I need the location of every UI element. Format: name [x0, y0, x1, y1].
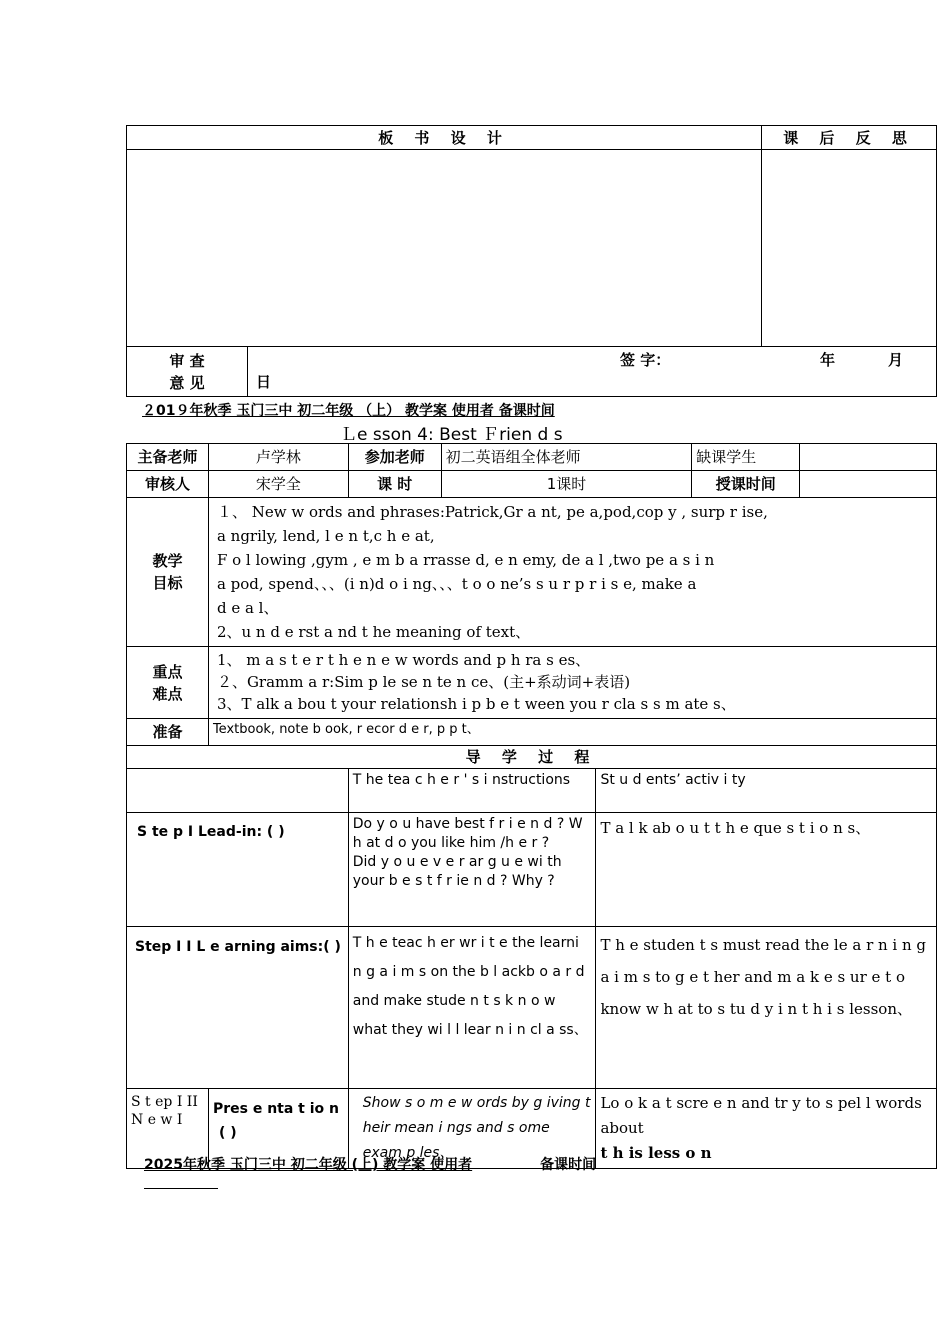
absent-label: 缺课学生: [692, 444, 800, 471]
period: 1课时: [441, 471, 692, 498]
opinion-label: 意 见: [169, 374, 205, 392]
reviewer-label: 审核人: [127, 471, 209, 498]
month-label: 月: [888, 351, 904, 369]
board-design-area: [127, 150, 762, 347]
step-teacher: Show s o m e w ords by g iving t heir mean i ngs and s ome exam p les、: [348, 1089, 596, 1169]
footer-underline: [144, 1188, 218, 1189]
prep-label: 准备: [127, 719, 209, 746]
teach-time-label: 授课时间: [692, 471, 800, 498]
keypoints-label: 重点难点: [127, 647, 209, 719]
step-sub: ( ): [218, 1125, 237, 1141]
year-label: 年: [820, 351, 836, 369]
step-student: t h is less o n: [600, 1144, 712, 1162]
goals-label: 教学目标: [127, 498, 209, 647]
footer-text: 2025年秋季 玉门三中 初二年级 (上) 教学案 使用者: [144, 1157, 473, 1173]
goal-line: １、 New w ords and phrases:Patrick,Gr a nt, pe a,pod,cop y , surp r ise,: [216, 503, 768, 521]
teach-time-value: [800, 471, 937, 498]
main-teacher: 卢学林: [208, 444, 348, 471]
step-teacher: T h e teac h er wr i t e the learni n g a i m s on the b l ackb o a r d and make stude n t s k n o w what they wi l l lear n i n cl a ss、: [348, 927, 596, 1089]
goal-line: F o l lowing ,gym , e m b a rrasse d, e n emy, de a l ,two pe a s i n: [216, 551, 715, 569]
step-name: Step I I L e arning aims:( ): [127, 927, 349, 1089]
goal-line: 2、u n d e rst a nd t he meaning of text、: [216, 623, 531, 641]
step-sub: Pres e nta t io n: [212, 1101, 339, 1117]
step-student: Lo o k a t scre e n and tr y to s pel l words about: [600, 1094, 922, 1137]
reflection-header: [762, 126, 937, 150]
header-line: ２01９年秋季 玉门三中 初二年级 （上） 教学案 使用者 备课时间: [142, 403, 555, 419]
sign-label: 签 字：: [620, 351, 671, 369]
main-teacher-label: 主备老师: [127, 444, 209, 471]
reflection-label: 课 后 反 思: [783, 128, 915, 147]
step-teacher-line: Do y o u have best f r i e n d ? W h at d o you like him /h e r ?: [352, 816, 583, 851]
lesson-title: Ｌe sson 4: Best Ｆrien d s: [340, 425, 563, 445]
keypoint-line: 1、 m a s t e r t h e n e w words and p h ra s es、: [216, 651, 591, 669]
reflection-area: [762, 150, 937, 347]
step-teacher: [348, 813, 596, 927]
review-opinion-cell: [127, 347, 248, 397]
process-label: 导 学 过 程: [465, 748, 598, 766]
keypoint-line: ２、Gramm a r:Sim p le se n te n ce、(主+系动词+表语): [216, 673, 631, 691]
footer-line: [144, 1154, 660, 1174]
teacher-header: T he tea c h e r ' s i nstructions: [348, 769, 596, 813]
board-design-table: [126, 125, 937, 397]
participants-label: 参加老师: [348, 444, 441, 471]
goals-content: [208, 498, 936, 647]
footer-time-label: 备课时间: [540, 1157, 597, 1173]
step-student: T h e studen t s must read the le a r n i n g a i m s to g e t her and m a k e s ur e t o know w h at to s tu d y i n t h i s lesson、: [596, 927, 937, 1089]
reviewer: 宋学全: [208, 471, 348, 498]
goal-line: d e a l、: [216, 599, 279, 617]
goal-line: a ngrily, lend, l e n t,c h e at,: [216, 527, 435, 545]
board-design-label: 板 书 设 计: [378, 128, 510, 147]
review-label: 审 查: [169, 352, 205, 370]
step-name: S te p I Lead-in: ( ): [127, 813, 349, 927]
prep-text: Textbook, note b ook, r ecor d e r, p p t、: [208, 719, 936, 746]
keypoint-line: 3、T alk a bou t your relationsh i p b e t ween you r cla s s m ate s、: [216, 695, 736, 713]
step-teacher-line: Did y o u e v e r ar g u e wi th your b e s t f r ie n d ? Why ?: [352, 854, 562, 889]
step-student: T a l k ab o u t t h e que s t i o n s、: [596, 813, 937, 927]
review-sign-cell: [248, 347, 937, 397]
keypoints-content: [208, 647, 936, 719]
period-label: 课 时: [348, 471, 441, 498]
step-name: S t ep I II: [131, 1094, 198, 1110]
process-blank-header: [127, 769, 349, 813]
step-name: N e w I: [131, 1112, 183, 1128]
student-header: St u d ents’ activ i ty: [596, 769, 937, 813]
lesson-plan-table: [126, 443, 937, 1169]
absent-value: [800, 444, 937, 471]
goal-line: a pod, spend、、、(i n)d o i ng、、、t o o ne’s s u r p r i s e, make a: [216, 575, 697, 593]
process-header: [127, 746, 937, 769]
day-label: 日: [256, 373, 272, 391]
board-design-header: [127, 126, 762, 150]
participants: 初二英语组全体老师: [441, 444, 692, 471]
